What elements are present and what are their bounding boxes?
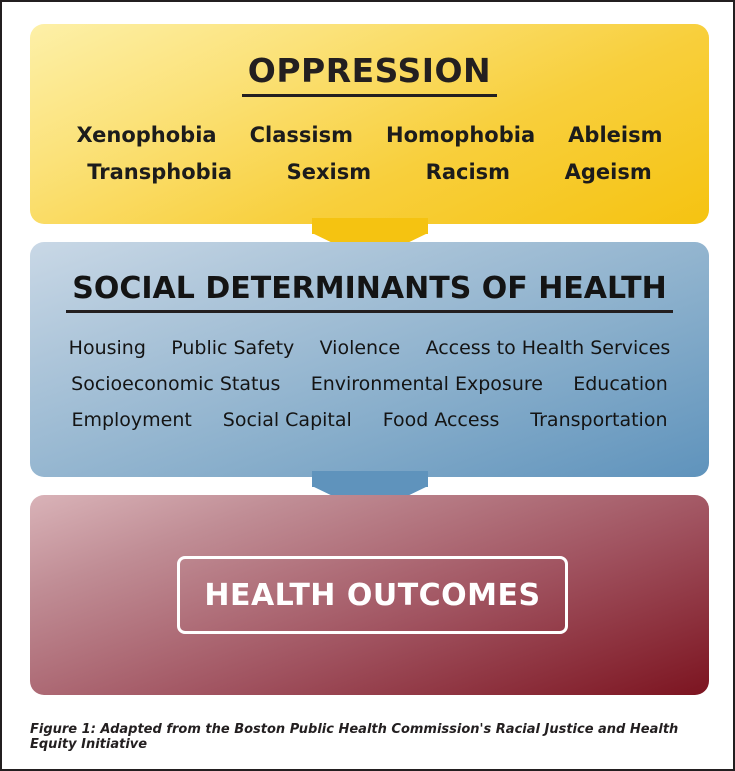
oppression-row xyxy=(60,123,679,147)
oppression-term: Transphobia xyxy=(87,160,233,184)
oppression-term: Xenophobia xyxy=(76,123,217,147)
social-determinants-term: Access to Health Services xyxy=(425,337,671,359)
social-determinants-terms xyxy=(30,337,709,431)
arrow-sdoh-to-outcomes-stem xyxy=(312,471,428,487)
oppression-term: Sexism xyxy=(286,160,372,184)
oppression-term: Ableism xyxy=(568,123,663,147)
social-determinants-term: Transportation xyxy=(530,409,668,431)
social-determinants-term: Social Capital xyxy=(222,409,352,431)
social-determinants-term: Education xyxy=(573,373,668,395)
social-determinants-term: Food Access xyxy=(382,409,500,431)
oppression-block xyxy=(30,24,709,224)
social-determinants-term: Violence xyxy=(319,337,401,359)
social-determinants-title xyxy=(30,242,709,313)
social-determinants-row xyxy=(56,373,683,395)
social-determinants-title-text: SOCIAL DETERMINANTS OF HEALTH xyxy=(66,271,672,313)
social-determinants-term: Environmental Exposure xyxy=(310,373,543,395)
oppression-title xyxy=(30,24,709,97)
social-determinants-row xyxy=(56,337,683,359)
social-determinants-term: Employment xyxy=(71,409,192,431)
social-determinants-term: Public Safety xyxy=(171,337,295,359)
health-outcomes-title-text: HEALTH OUTCOMES xyxy=(204,577,541,613)
health-outcomes-label-box xyxy=(177,556,568,634)
oppression-terms xyxy=(30,123,709,184)
social-determinants-row xyxy=(56,409,683,431)
oppression-term: Classism xyxy=(249,123,353,147)
oppression-title-text: OPPRESSION xyxy=(242,51,497,97)
social-determinants-term: Socioeconomic Status xyxy=(71,373,281,395)
figure-caption: Figure 1: Adapted from the Boston Public Health Commission's Racial Justice and Health Equity Initiative xyxy=(30,722,679,752)
oppression-row xyxy=(60,160,679,184)
social-determinants-term: Housing xyxy=(68,337,146,359)
oppression-term: Racism xyxy=(425,160,511,184)
arrow-oppression-to-sdoh-stem xyxy=(312,218,428,234)
oppression-term: Homophobia xyxy=(386,123,536,147)
social-determinants-block xyxy=(30,242,709,477)
oppression-term: Ageism xyxy=(564,160,652,184)
health-outcomes-block xyxy=(30,495,709,695)
